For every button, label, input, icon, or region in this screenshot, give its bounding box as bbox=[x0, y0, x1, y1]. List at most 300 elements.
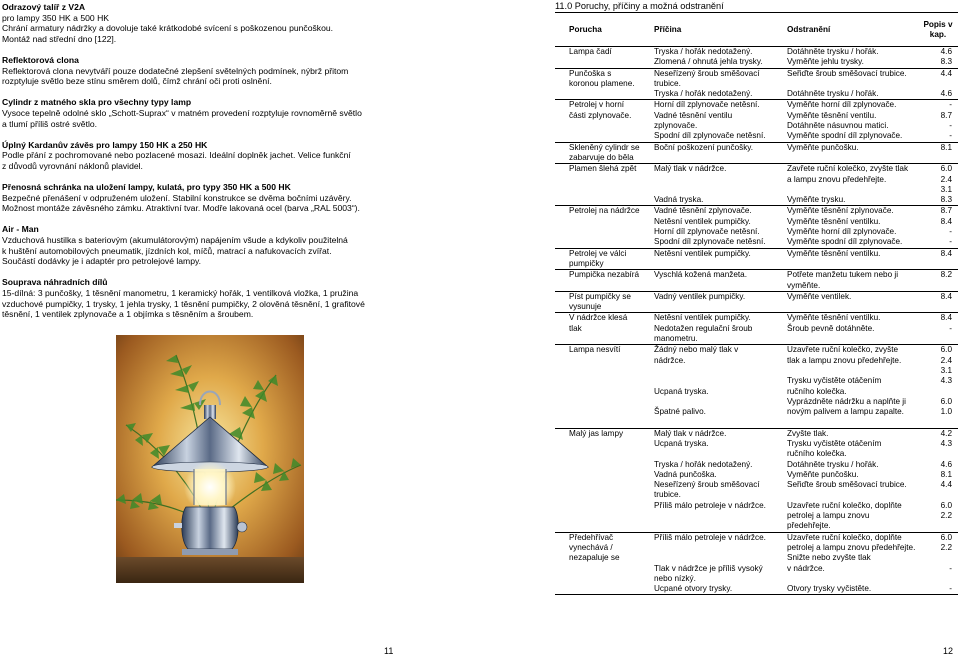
header-porucha: Porucha bbox=[555, 13, 640, 47]
cell-line: a lampu znovu předehřejte. bbox=[787, 174, 887, 184]
cell-line bbox=[569, 511, 640, 521]
cell-line: zplynovače. bbox=[654, 121, 698, 131]
cell-line: Předehřívač bbox=[569, 532, 614, 542]
accessory-text-line: rozptyluje světlo beze stínu směrem dolů, čímž chrání oči proti oslnění. bbox=[2, 76, 272, 87]
cell-line bbox=[654, 175, 773, 185]
cell-line: Dotáhněte trysku / hořák. bbox=[787, 459, 879, 469]
cell-line: Spodní díl zplynovače netěsní. bbox=[654, 131, 766, 141]
cell-line bbox=[787, 366, 918, 376]
cell-line bbox=[787, 490, 918, 500]
cell-line: Vyměňte jehlu trysky. bbox=[787, 57, 864, 67]
cell-line bbox=[569, 195, 640, 205]
cell-line: nezapaluje se bbox=[569, 553, 620, 563]
cell-line: 8.2 bbox=[940, 270, 952, 280]
cell-line bbox=[654, 511, 773, 521]
cell-porucha bbox=[555, 47, 640, 69]
cell-line: Vyměňte horní díl zplynovače. bbox=[787, 100, 897, 110]
cell-line: Petrolej v horní bbox=[569, 100, 625, 110]
cell-line bbox=[569, 490, 640, 500]
cell-line bbox=[918, 574, 952, 584]
cell-line bbox=[654, 553, 773, 563]
cell-line: Žádný nebo malý tlak v bbox=[654, 345, 739, 355]
cell-pricina bbox=[640, 270, 773, 292]
cell-line: Dotáhněte násuvnou matici. bbox=[787, 121, 889, 131]
accessories-text bbox=[2, 2, 468, 330]
cell-line: 3.1 bbox=[940, 365, 952, 375]
cell-line: Boční poškození punčošky. bbox=[654, 142, 754, 152]
cell-line: Trysku vyčistěte otáčením bbox=[787, 376, 882, 386]
cell-line: 8.3 bbox=[940, 195, 952, 205]
cell-line: trubice. bbox=[654, 78, 681, 88]
right-page bbox=[555, 0, 960, 659]
cell-line bbox=[787, 153, 918, 163]
cell-line bbox=[569, 417, 640, 427]
accessory-text-line: Reflektorová clona nevytváří pouze dodatečné zlepšení světelných podmínek, nýbrž přitom bbox=[2, 65, 349, 76]
cell-popis bbox=[918, 270, 958, 292]
accessory-section bbox=[2, 140, 468, 172]
cell-line: - bbox=[949, 121, 952, 131]
cell-line: 6.0 bbox=[940, 500, 952, 510]
cell-popis bbox=[918, 142, 958, 164]
cell-porucha bbox=[555, 206, 640, 248]
cell-line: - bbox=[949, 237, 952, 247]
cell-line: Vadná tryska. bbox=[654, 195, 704, 205]
cell-line bbox=[569, 574, 640, 584]
cell-line: Šroub pevně dotáhněte. bbox=[787, 323, 875, 333]
cell-line: 6.0 bbox=[940, 345, 952, 355]
cell-odstraneni bbox=[773, 511, 918, 532]
cell-line: petrolej a lampu znovu předehřejte. bbox=[787, 542, 916, 552]
accessory-section bbox=[2, 277, 468, 319]
header-popis: Popis v kap. bbox=[918, 13, 958, 47]
cell-line bbox=[569, 131, 640, 141]
cell-odstraneni bbox=[773, 100, 918, 142]
cell-pricina bbox=[640, 100, 773, 142]
cell-line bbox=[569, 460, 640, 470]
cell-line bbox=[569, 449, 640, 459]
cell-line: - bbox=[949, 227, 952, 237]
cell-line: zabarvuje do běla bbox=[569, 152, 634, 162]
cell-line: 6.0 bbox=[940, 396, 952, 406]
cell-line: Vyměňte těsnění ventilu. bbox=[787, 110, 877, 120]
cell-line: Punčoška s bbox=[569, 68, 612, 78]
cell-line: Vadné těsnění ventilu bbox=[654, 110, 733, 120]
accessory-title: Air - Man bbox=[2, 224, 39, 235]
cell-line bbox=[654, 153, 773, 163]
cell-line: Ucpaná tryska. bbox=[654, 438, 709, 448]
cell-popis bbox=[918, 100, 958, 142]
cell-line bbox=[918, 387, 952, 397]
cell-line bbox=[569, 376, 640, 386]
section-title: 11.0 Poruchy, příčiny a možná odstranění bbox=[555, 1, 724, 11]
accessory-text-line: Vzduchová hustilka s bateriovým (akumulátorovým) napájením všude a kdykoliv použitelná bbox=[2, 235, 348, 246]
cell-line: Ucpaná tryska. bbox=[654, 386, 709, 396]
cell-line: 8.4 bbox=[940, 313, 952, 323]
lantern-photo bbox=[116, 335, 304, 583]
accessory-text-line: Podle přání z pochromované nebo pozlacené mosazi. Ideální doplněk jachet. Velice funkční bbox=[2, 150, 351, 161]
table-row bbox=[555, 270, 958, 292]
cell-line: Trysku vyčistěte otáčením bbox=[787, 438, 882, 448]
cell-line: Plamen šlehá zpět bbox=[569, 164, 637, 174]
accessory-text-line: k huštění automobilových pneumatik, jízdních kol, míčů, matrací a nafukovacích zvířat. bbox=[2, 245, 332, 256]
cell-line: 2.4 bbox=[940, 174, 952, 184]
cell-line bbox=[654, 417, 773, 427]
cell-line: předehřejte. bbox=[787, 521, 831, 531]
cell-line bbox=[569, 217, 640, 227]
cell-odstraneni bbox=[773, 345, 918, 428]
cell-line bbox=[569, 227, 640, 237]
cell-line: Zavřete ruční kolečko, zvyšte tlak bbox=[787, 164, 909, 174]
cell-popis bbox=[918, 313, 958, 345]
cell-line: 4.3 bbox=[940, 438, 952, 448]
cell-pricina bbox=[640, 532, 773, 595]
page-number-left: 11 bbox=[384, 646, 394, 656]
cell-line bbox=[569, 237, 640, 247]
cell-line bbox=[654, 259, 773, 269]
cell-pricina bbox=[640, 164, 773, 206]
cell-line: 2.4 bbox=[940, 355, 952, 365]
cell-porucha bbox=[555, 313, 640, 345]
cell-line: Píst pumpičky se bbox=[569, 291, 631, 301]
cell-line bbox=[569, 397, 640, 407]
table-row bbox=[555, 68, 958, 100]
accessory-text-line: Součástí dodávky je i adaptér pro petrolejové lampy. bbox=[2, 256, 202, 267]
accessory-section bbox=[2, 182, 468, 214]
cell-porucha bbox=[555, 248, 640, 270]
cell-pricina bbox=[640, 511, 773, 532]
cell-line: Špatné palivo. bbox=[654, 407, 706, 417]
cell-popis bbox=[918, 68, 958, 100]
cell-odstraneni bbox=[773, 47, 918, 69]
cell-line: Uzavřete ruční kolečko, zvyšte bbox=[787, 345, 899, 355]
cell-line: Nedotažen regulační šroub bbox=[654, 323, 753, 333]
cell-line bbox=[654, 543, 773, 553]
cell-line bbox=[569, 334, 640, 344]
table-row bbox=[555, 142, 958, 164]
cell-line: 2.2 bbox=[940, 542, 952, 552]
cell-line bbox=[918, 259, 952, 269]
cell-line: vyměňte. bbox=[787, 280, 821, 290]
cell-line bbox=[569, 185, 640, 195]
accessory-section bbox=[2, 2, 468, 44]
cell-line: Vadný ventilek pumpičky. bbox=[654, 291, 746, 301]
cell-line bbox=[654, 366, 773, 376]
cell-pricina bbox=[640, 428, 773, 511]
cell-line: Vyschlá kožená manžeta. bbox=[654, 270, 747, 280]
cell-porucha bbox=[555, 68, 640, 100]
cell-odstraneni bbox=[773, 291, 918, 313]
cell-line: tlak bbox=[569, 323, 582, 333]
cell-line: 4.6 bbox=[940, 89, 952, 99]
cell-pricina bbox=[640, 47, 773, 69]
table-header-row bbox=[555, 13, 958, 47]
cell-line: Horní díl zplynovače netěsní. bbox=[654, 100, 760, 110]
cell-line: Ucpané otvory trysky. bbox=[654, 584, 733, 594]
cell-porucha bbox=[555, 428, 640, 511]
cell-line: části zplynovače. bbox=[569, 110, 632, 120]
accessory-title: Souprava náhradních dílů bbox=[2, 277, 108, 288]
table-row bbox=[555, 206, 958, 248]
cell-line: vynechává / bbox=[569, 542, 613, 552]
cell-line bbox=[654, 521, 773, 531]
cell-pricina bbox=[640, 68, 773, 100]
cell-porucha bbox=[555, 270, 640, 292]
cell-line bbox=[569, 564, 640, 574]
cell-line: Tryska / hořák nedotažený. bbox=[654, 47, 753, 56]
cell-line: Malý tlak v nádržce. bbox=[654, 428, 727, 438]
accessory-text-line: těsnění, 1 ventilek zplynovače a 1 objímka s těsněním a šroubem. bbox=[2, 309, 254, 320]
table-row bbox=[555, 164, 958, 206]
cell-porucha bbox=[555, 142, 640, 164]
left-page bbox=[0, 0, 470, 659]
table-row bbox=[555, 345, 958, 428]
accessory-text-line: Možnost montáže závěsného zámku. Atraktivní tvar. Modře lakovaná ocel (barva „RAL 5003“). bbox=[2, 203, 360, 214]
cell-line: Vyměňte ventilek. bbox=[787, 291, 852, 301]
cell-line: Spodní díl zplynovače netěsní. bbox=[654, 237, 766, 247]
cell-line: Vadné těsnění zplynovače. bbox=[654, 206, 752, 216]
cell-line: trubice. bbox=[654, 490, 681, 500]
accessory-title: Úplný Kardanův závěs pro lampy 150 HK a 250 HK bbox=[2, 139, 208, 150]
cell-line: 4.6 bbox=[940, 459, 952, 469]
cell-line: 8.3 bbox=[940, 57, 952, 67]
cell-line bbox=[918, 281, 952, 291]
cell-odstraneni bbox=[773, 248, 918, 270]
cell-line bbox=[569, 407, 640, 417]
cell-pricina bbox=[640, 291, 773, 313]
cell-line: Příliš málo petroleje v nádržce. bbox=[654, 500, 766, 510]
table-row bbox=[555, 313, 958, 345]
cell-line: koronou plamene. bbox=[569, 78, 635, 88]
cell-line bbox=[918, 334, 952, 344]
cell-line bbox=[569, 89, 640, 99]
cell-odstraneni bbox=[773, 142, 918, 164]
cell-line: 4.4 bbox=[940, 480, 952, 490]
cell-line: Vyměňte těsnění ventilku. bbox=[787, 313, 881, 323]
cell-popis bbox=[918, 248, 958, 270]
cell-line: Malý jas lampy bbox=[569, 428, 624, 438]
cell-porucha bbox=[555, 100, 640, 142]
cell-line: 4.4 bbox=[940, 68, 952, 78]
cell-line: Vyměňte punčošku. bbox=[787, 469, 859, 479]
cell-line: Vadná punčoška. bbox=[654, 469, 717, 479]
header-pricina: Příčina bbox=[640, 13, 773, 47]
accessory-text-line: Montáž nad střední dno [122]. bbox=[2, 33, 117, 44]
cell-line bbox=[787, 79, 918, 89]
page-number-right: 12 bbox=[943, 646, 954, 656]
cell-line bbox=[654, 449, 773, 459]
accessory-text-line: Vysoce tepelně odolné sklo „Schott-Suprax“ v matném provedení rozptyluje rovnoměrně světlo bbox=[2, 107, 362, 118]
cell-line: Vyměňte těsnění ventilku. bbox=[787, 248, 881, 258]
cell-line: Petrolej ve válci bbox=[569, 248, 627, 258]
cell-line: Dotáhněte trysku / hořák. bbox=[787, 47, 879, 56]
cell-line bbox=[918, 153, 952, 163]
cell-line: Zvyšte tlak. bbox=[787, 428, 829, 438]
cell-line: nádržce. bbox=[654, 355, 686, 365]
cell-odstraneni bbox=[773, 206, 918, 248]
cell-line: petrolej a lampu znovu bbox=[787, 511, 870, 521]
pressure-lantern-photo-icon bbox=[116, 335, 304, 583]
cell-line: tlak a lampu znovu předehřejte. bbox=[787, 355, 902, 365]
cell-line: Horní díl zplynovače netěsní. bbox=[654, 227, 760, 237]
cell-line: ručního kolečka. bbox=[787, 449, 847, 459]
cell-pricina bbox=[640, 345, 773, 428]
cell-line bbox=[654, 185, 773, 195]
cell-line bbox=[569, 387, 640, 397]
cell-line bbox=[569, 501, 640, 511]
table-row bbox=[555, 47, 958, 69]
table-row bbox=[555, 100, 958, 142]
cell-line bbox=[654, 397, 773, 407]
cell-pricina bbox=[640, 206, 773, 248]
cell-line: 4.3 bbox=[940, 376, 952, 386]
table-row bbox=[555, 248, 958, 270]
cell-line: Vyměňte těsnění zplynovače. bbox=[787, 206, 894, 216]
cell-line: Vyměňte horní díl zplynovače. bbox=[787, 227, 897, 237]
cell-line bbox=[918, 553, 952, 563]
cell-popis bbox=[918, 428, 958, 511]
cell-line: Vyměňte spodní díl zplynovače. bbox=[787, 237, 903, 247]
cell-line: pumpičky bbox=[569, 258, 604, 268]
cell-line bbox=[654, 376, 773, 386]
cell-line bbox=[569, 175, 640, 185]
cell-line bbox=[569, 439, 640, 449]
accessory-text-line: a tlumí příliš ostré světlo. bbox=[2, 118, 98, 129]
cell-line: Uzavřete ruční kolečko, doplňte bbox=[787, 500, 902, 510]
accessory-title: Odrazový talíř z V2A bbox=[2, 2, 86, 12]
cell-line: Seřiďte šroub směšovací trubice. bbox=[787, 68, 907, 78]
cell-line bbox=[654, 302, 773, 312]
cell-odstraneni bbox=[773, 313, 918, 345]
cell-line: 8.7 bbox=[940, 110, 952, 120]
cell-odstraneni bbox=[773, 164, 918, 206]
cell-line: 1.0 bbox=[940, 407, 952, 417]
cell-line: Vyměňte trysku. bbox=[787, 195, 846, 205]
cell-line: 8.4 bbox=[940, 248, 952, 258]
cell-popis bbox=[918, 164, 958, 206]
accessory-text-line: Chrání armatury nádržky a dovoluje také krátkodobé svícení s poškozenou punčoškou. bbox=[2, 23, 334, 34]
cell-porucha bbox=[555, 532, 640, 595]
cell-odstraneni bbox=[773, 428, 918, 511]
cell-line bbox=[569, 584, 640, 594]
cell-line: 8.7 bbox=[940, 206, 952, 216]
cell-line bbox=[569, 356, 640, 366]
cell-line: 8.4 bbox=[940, 216, 952, 226]
accessory-title: Reflektorová clona bbox=[2, 54, 79, 65]
cell-porucha bbox=[555, 291, 640, 313]
cell-line: Lampa nesvítí bbox=[569, 345, 621, 355]
cell-line: Netěsní ventilek pumpičky. bbox=[654, 216, 751, 226]
cell-line bbox=[569, 281, 640, 291]
cell-line: Snižte nebo zvyšte tlak bbox=[787, 553, 871, 563]
cell-popis bbox=[918, 511, 958, 532]
cell-line: Otvory trysky vyčistěte. bbox=[787, 584, 872, 594]
cell-line: nebo nízký. bbox=[654, 573, 696, 583]
accessory-text-line: z důvodů vyrovnání náklonů plavidel. bbox=[2, 160, 143, 171]
cell-line: Tlak v nádržce je příliš vysoký bbox=[654, 563, 763, 573]
cell-line: Vyměňte punčošku. bbox=[787, 142, 859, 152]
cell-line bbox=[787, 574, 918, 584]
cell-line: Malý tlak v nádržce. bbox=[654, 164, 727, 174]
cell-porucha bbox=[555, 511, 640, 532]
cell-line bbox=[918, 302, 952, 312]
cell-line: Uzavřete ruční kolečko, doplňte bbox=[787, 532, 902, 542]
cell-line: 8.4 bbox=[940, 291, 952, 301]
cell-line bbox=[654, 281, 773, 291]
cell-line: - bbox=[949, 563, 952, 573]
cell-odstraneni bbox=[773, 532, 918, 595]
cell-porucha bbox=[555, 345, 640, 428]
table-row bbox=[555, 532, 958, 595]
cell-line bbox=[787, 334, 918, 344]
accessory-title: Přenosná schránka na uložení lampy, kulatá, pro typy 350 HK a 500 HK bbox=[2, 182, 291, 193]
cell-line: Vyprázdněte nádržku a naplňte ji bbox=[787, 396, 906, 406]
accessory-title: Cylindr z matného skla pro všechny typy lamp bbox=[2, 97, 192, 108]
cell-line: Zlomená / ohnutá jehla trysky. bbox=[654, 57, 763, 67]
cell-popis bbox=[918, 291, 958, 313]
header-odstraneni: Odstranění bbox=[773, 13, 918, 47]
cell-line: - bbox=[949, 584, 952, 594]
cell-line bbox=[918, 521, 952, 531]
cell-line bbox=[918, 417, 952, 427]
cell-line bbox=[787, 259, 918, 269]
cell-line: 8.1 bbox=[940, 142, 952, 152]
cell-line bbox=[569, 366, 640, 376]
cell-line bbox=[569, 521, 640, 531]
cell-line: - bbox=[949, 131, 952, 141]
cell-line: 8.1 bbox=[940, 469, 952, 479]
troubleshooting-table bbox=[555, 12, 958, 595]
cell-pricina bbox=[640, 142, 773, 164]
cell-line: 2.2 bbox=[940, 511, 952, 521]
cell-line bbox=[787, 302, 918, 312]
cell-line: Tryska / hořák nedotažený. bbox=[654, 89, 753, 99]
cell-line: vysunuje bbox=[569, 302, 602, 312]
cell-line: Pumpička nezabírá bbox=[569, 270, 640, 280]
table-row bbox=[555, 291, 958, 313]
cell-line: v nádržce. bbox=[787, 563, 825, 573]
accessory-section bbox=[2, 224, 468, 266]
cell-line: Skleněný cylindr se bbox=[569, 142, 640, 152]
accessory-text-line: 15-dílná: 3 punčošky, 1 těsnění manometru, 1 keramický hořák, 1 ventilková vložka, 1 pružina bbox=[2, 288, 359, 299]
cell-odstraneni bbox=[773, 270, 918, 292]
cell-popis bbox=[918, 345, 958, 428]
cell-line: ručního kolečka. bbox=[787, 386, 847, 396]
cell-pricina bbox=[640, 248, 773, 270]
table-row bbox=[555, 511, 958, 532]
cell-line bbox=[569, 121, 640, 131]
cell-line bbox=[569, 57, 640, 67]
accessory-text-line: Bezpečné přenášení v odpruženém uložení. Stabilní konstrukce se dvěma bočními uzávěry. bbox=[2, 192, 352, 203]
cell-line: Lampa čadí bbox=[569, 47, 612, 56]
cell-popis bbox=[918, 47, 958, 69]
cell-line: - bbox=[949, 100, 952, 110]
cell-line: Netěsní ventilek pumpičky. bbox=[654, 313, 751, 323]
cell-line: Vyměňte těsnění ventilku. bbox=[787, 216, 881, 226]
cell-line: Dotáhněte trysku / hořák. bbox=[787, 89, 879, 99]
cell-line: V nádržce klesá bbox=[569, 313, 628, 323]
accessory-section bbox=[2, 97, 468, 129]
cell-line: Petrolej na nádržce bbox=[569, 206, 640, 216]
cell-line: 4.2 bbox=[940, 428, 952, 438]
cell-line bbox=[787, 185, 918, 195]
cell-line bbox=[569, 470, 640, 480]
cell-line: novým palivem a lampu zapalte. bbox=[787, 407, 904, 417]
cell-line: 3.1 bbox=[940, 184, 952, 194]
cell-line: Netěsní ventilek pumpičky. bbox=[654, 248, 751, 258]
cell-pricina bbox=[640, 313, 773, 345]
cell-line: Seřiďte šroub směšovací trubice. bbox=[787, 480, 907, 490]
accessory-text-line: vzduchové pumpičky, 1 trysky, 1 jehla trysky, 1 těsnění pumpičky, 2 olověná těsnění, 1 grafitové bbox=[2, 298, 365, 309]
